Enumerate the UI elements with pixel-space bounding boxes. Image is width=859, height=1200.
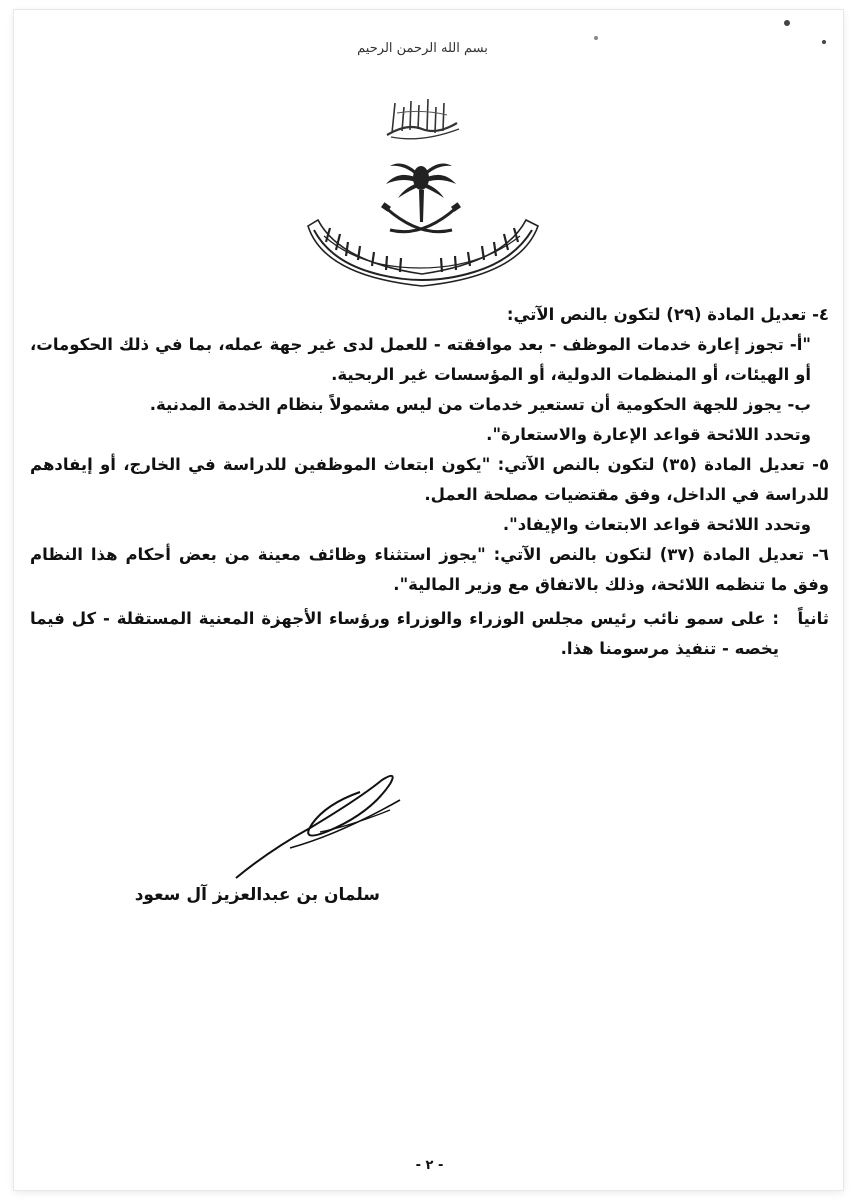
- handwritten-signature: [230, 770, 410, 880]
- basmala: بسم الله الرحمن الرحيم: [357, 41, 488, 56]
- punch-mark: [594, 36, 598, 40]
- clause-5-title: ٥- تعديل المادة (٣٥) لتكون بالنص الآتي: "يكون ابتعاث الموظفين للدراسة في الخارج، أو إيفادهم للدراسة في الداخل، وفق مقتضيات مصلحة العمل.: [30, 455, 830, 504]
- article-second-text: : على سمو نائب رئيس مجلس الوزراء والوزراء ورؤساء الأجهزة المعنية المستقلة - كل فيما يخصه - تنفيذ مرسومنا هذا.: [30, 609, 779, 658]
- article-second: [30, 604, 829, 664]
- signer-name: سلمان بن عبدالعزيز آل سعود: [134, 885, 380, 905]
- clause-4-paragraph-b: ب- يجوز للجهة الحكومية أن تستعير خدمات من ليس مشمولاً بنظام الخدمة المدنية.: [149, 395, 811, 414]
- decree-body: [30, 300, 829, 664]
- clause-4-paragraph-a: "أ- تجوز إعارة خدمات الموظف - بعد موافقته - للعمل لدى غير جهة عمله، بما في ذلك الحكومات، أو الهيئات، أو المنظمات الدولية، أو المؤسسات غير الربحية.: [30, 335, 811, 384]
- clause-4-paragraph-c: وتحدد اللائحة قواعد الإعارة والاستعارة".: [486, 425, 811, 444]
- clause-5-paragraph-b: وتحدد اللائحة قواعد الابتعاث والإيفاد".: [502, 515, 811, 534]
- clause-6-title: ٦- تعديل المادة (٣٧) لتكون بالنص الآتي: "يجوز استثناء وظائف معينة من بعض أحكام هذا النظام وفق ما تنظمه اللائحة، وذلك بالاتفاق مع وزير المالية".: [30, 545, 829, 594]
- clause-4-title: ٤- تعديل المادة (٢٩) لتكون بالنص الآتي:: [506, 305, 829, 324]
- saudi-emblem-icon: [300, 150, 545, 290]
- article-second-label: ثانياً: [797, 609, 829, 628]
- page-number: - ٢ -: [415, 1158, 444, 1173]
- tughra-icon: [377, 93, 467, 143]
- letterhead: [300, 35, 545, 285]
- punch-mark: [784, 20, 790, 26]
- punch-mark: [822, 40, 826, 44]
